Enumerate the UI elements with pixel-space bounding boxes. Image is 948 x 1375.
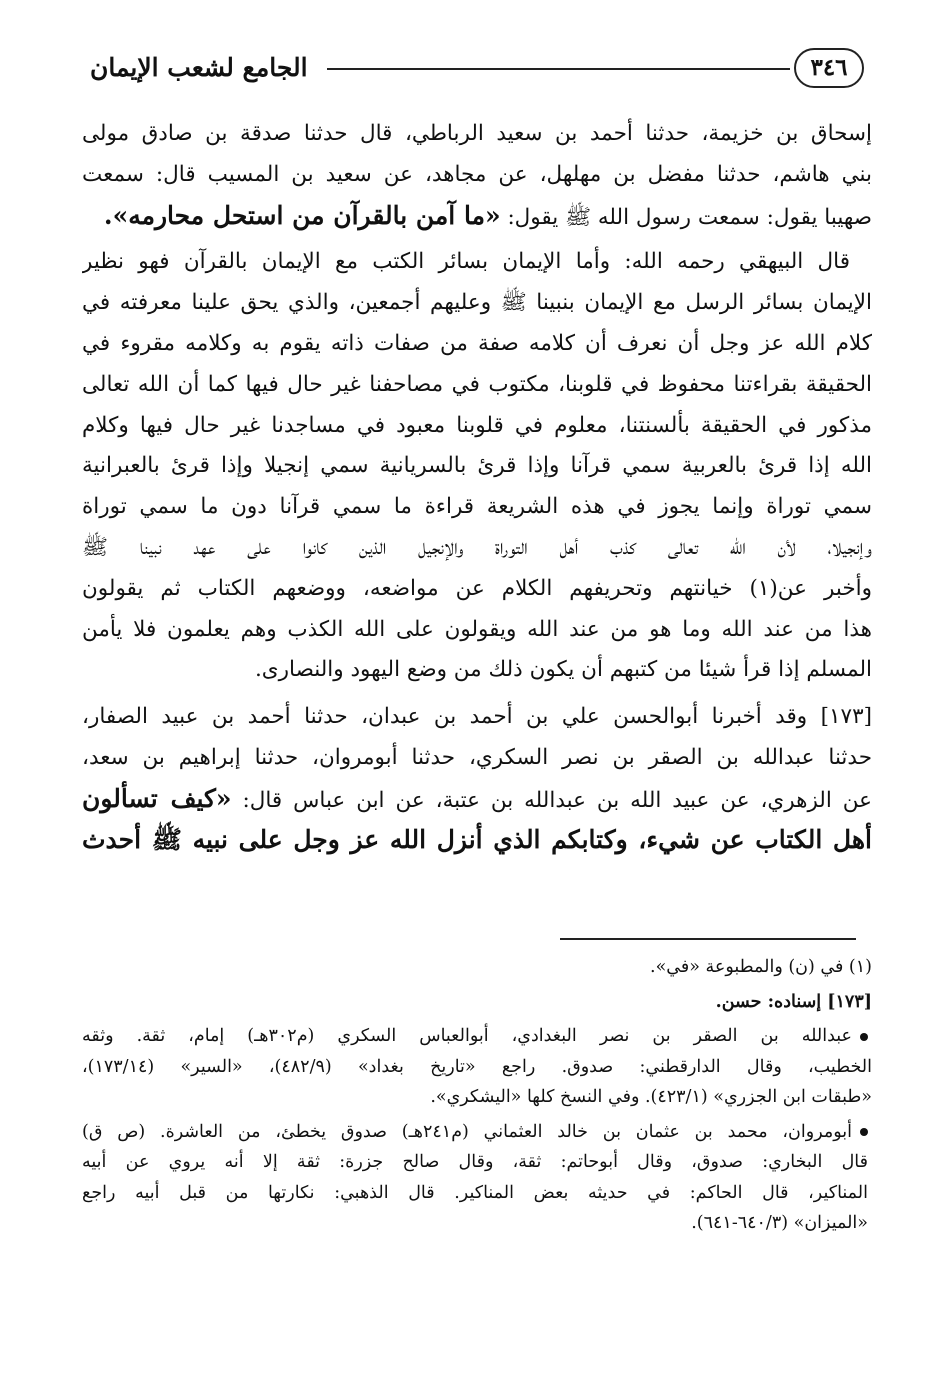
- text-line: [82, 779, 872, 820]
- hadith-quote: «ما آمن بالقرآن من استحل محارمه».: [103, 200, 501, 230]
- footnote-bullet-line: [82, 1117, 872, 1148]
- text-line: الحقيقة بقراءتنا محفوظ في قلوبنا، مكتوب في مصاحفنا غير حال فيها كما أن الله تعالى: [82, 371, 872, 397]
- text-line: إسحاق بن خزيمة، حدثنا أحمد بن سعيد الرباطي، قال حدثنا صدقة بن صادق مولى: [82, 121, 872, 146]
- text-span: أبومروان، محمد بن عثمان بن خالد العثماني (م٢٤١هـ) صدوق يخطئ، من العاشرة. (ص ق): [82, 1121, 853, 1142]
- bullet-icon: [860, 1033, 868, 1041]
- page-header: [82, 40, 872, 96]
- text-line: الله إذا قرئ بالعربية سمي قرآنا وإذا قرئ بالسريانية سمي إنجيلا وإذا قرئ بالعبرانية: [82, 453, 872, 479]
- footnote-line: قال البخاري: صدوق، وقال أبوحاتم: ثقة، وقال صالح جزرة: ثقة إلا أنه يروي عن أبيه: [82, 1152, 868, 1172]
- footnote-line: «الميزان» (٦٤٠/٣-٦٤١).: [691, 1213, 868, 1233]
- footnote-1: (١) في (ن) والمطبوعة «في».: [650, 957, 872, 977]
- header-rule: [327, 68, 790, 70]
- text-line: هذا من عند الله وما هو من عند الله ويقولون على الله الكذب وهم يعلمون فلا يأمن: [82, 616, 872, 642]
- text-span: عبدالله بن الصقر بن نصر البغدادي، أبوالعباس السكري (م٣٠٢هـ) إمام، ثقة. وثقه: [82, 1026, 852, 1046]
- text-span: صهيبا يقول: سمعت رسول الله ﷺ يقول:: [507, 204, 872, 230]
- footnote-line: المناكير، قال الحاكم: في حديثه بعض المناكير. قال الذهبي: نكارتها من قبل أبيه راجع: [82, 1182, 868, 1203]
- bullet-icon: [860, 1128, 868, 1136]
- text-span: عن الزهري، عن عبيد الله بن عبدالله بن عتبة، عن ابن عباس قال:: [242, 787, 872, 813]
- text-line: [82, 196, 872, 237]
- footnotes: [82, 952, 872, 1239]
- text-line: بني هاشم، حدثنا مفضل بن مهلهل، عن مجاهد، عن سعيد بن المسيب قال: سمعت: [82, 161, 872, 187]
- page-number: ٣٤٦: [794, 48, 864, 88]
- footnote-line: «طبقات ابن الجزري» (٤٢٣/١). وفي النسخ كلها «اليشكري».: [430, 1087, 872, 1107]
- hadith-quote-line: أهل الكتاب عن شيء، وكتابكم الذي أنزل الله عز وجل على نبيه ﷺ أحدث: [82, 824, 872, 854]
- text-line: وإنجيلا، لأن الله تعالى كذب أهل التوراة والإنجيل الذين كانوا على عهد نبينا ﷺ: [82, 534, 872, 560]
- text-line: سمي توراة وإنما يجوز في هذه الشريعة قراءة ما سمي قرآنا دون ما سمي توراة: [82, 494, 872, 520]
- main-text: [82, 114, 872, 860]
- hadith-quote: «كيف تسألون: [82, 783, 232, 813]
- text-line: [١٧٣] وقد أخبرنا أبوالحسن علي بن أحمد بن عبدان، حدثنا أحمد بن عبيد الصفار،: [82, 704, 872, 730]
- text-line: حدثنا عبدالله بن الصقر بن نصر السكري، حدثنا أبومروان، حدثنا إبراهيم بن سعد،: [82, 744, 872, 770]
- text-line: وأخبر عن(١) خيانتهم وتحريفهم الكلام عن مواضعه، ووضعهم الكتاب ثم يقولون: [82, 575, 872, 601]
- footnote-line: الخطيب، وقال الدارقطني: صدوق. راجع «تاريخ بغداد» (٤٨٢/٩)، «السير» (١٧٣/١٤)،: [82, 1056, 872, 1077]
- text-line: الإيمان بسائر الرسل مع الإيمان بنبينا ﷺ وعليهم أجمعين، والذي يحق علينا معرفته في: [82, 290, 872, 316]
- footnote-173: [١٧٣] إسناده: حسن.: [715, 991, 872, 1012]
- running-title: الجامع لشعب الإيمان: [90, 53, 308, 82]
- text-line: مذكور في الحقيقة بألسنتنا، معلوم في قلوبنا معبود في مساجدنا غير حال فيها وكلام: [82, 412, 872, 438]
- footnote-bullet-line: [82, 1021, 872, 1052]
- text-line: المسلم إذا قرأ شيئا من كتبهم أن يكون ذلك من وضع اليهود والنصارى.: [254, 657, 872, 683]
- text-line: كلام الله عز وجل أن نعرف أن كلامه صفة من صفات ذاته يقوم به وكلامه مقروء في: [82, 330, 872, 356]
- footnote-rule: [560, 938, 856, 940]
- text-line: قال البيهقي رحمه الله: وأما الإيمان بسائر الكتب مع الإيمان بالقرآن فهو نظير: [82, 249, 850, 275]
